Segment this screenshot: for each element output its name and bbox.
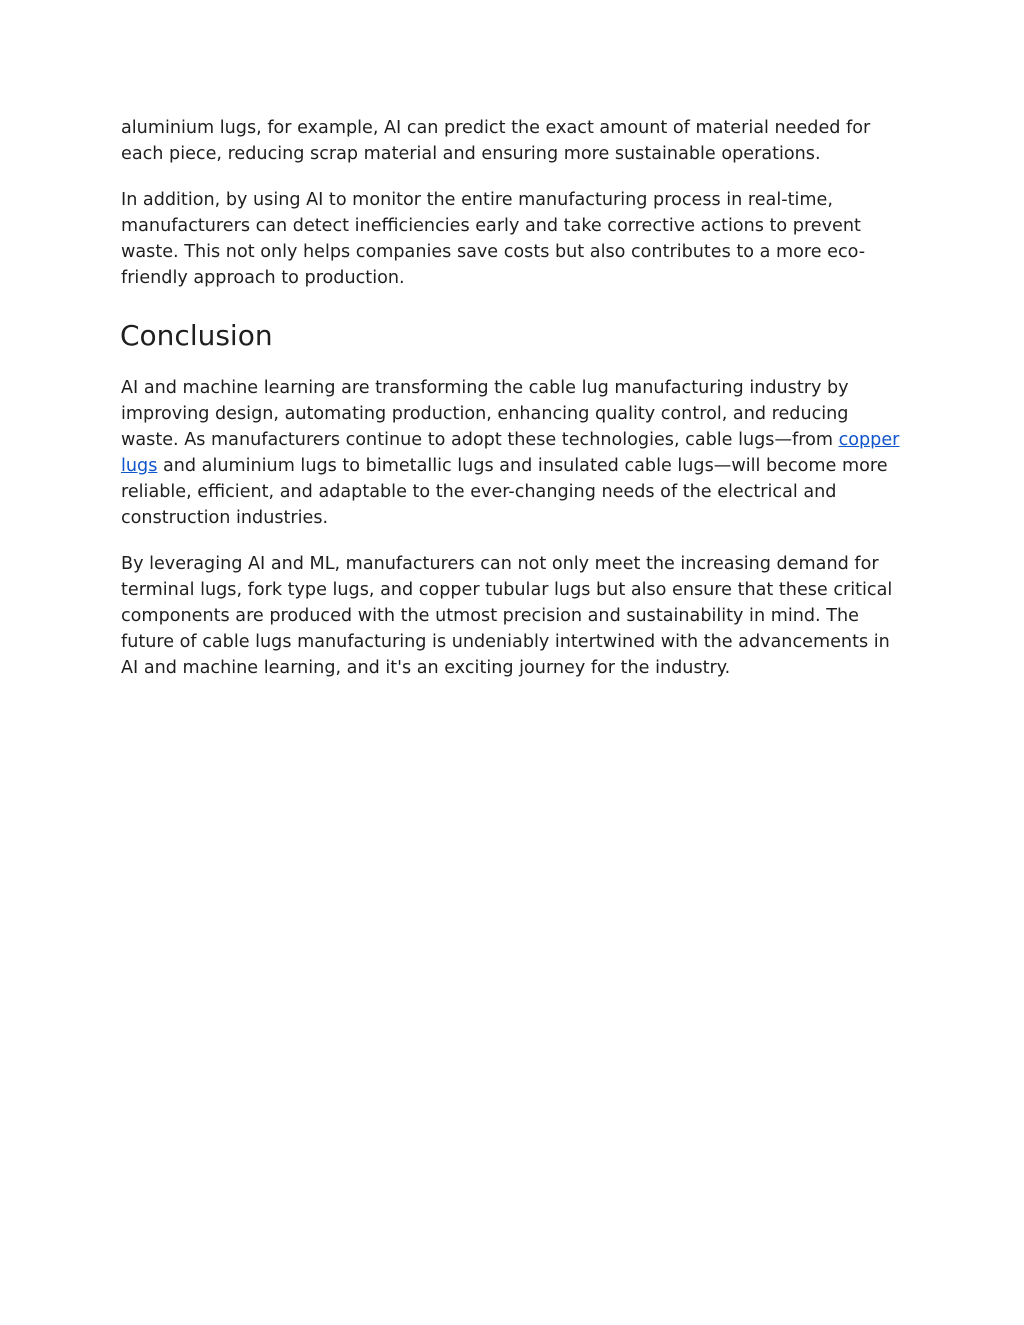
document-page bbox=[121, 115, 911, 701]
conclusion-text-after-link: and aluminium lugs to bimetallic lugs and insulated cable lugs—will become more reliable, efficient, and adaptable to the ever-changing needs of the electrical and construction industries. bbox=[121, 456, 888, 528]
paragraph-aluminium-lugs: aluminium lugs, for example, AI can predict the exact amount of material needed for each piece, reducing scrap material and ensuring more sustainable operations. bbox=[121, 118, 871, 164]
paragraph-real-time-monitoring: In addition, by using AI to monitor the entire manufacturing process in real-time, manufacturers can detect inefficiencies early and take corrective actions to prevent waste. This not only helps companies save costs but also contributes to a more eco-friendly approach to production. bbox=[121, 190, 866, 288]
copper-lugs-link[interactable]: copper lugs bbox=[121, 430, 900, 476]
paragraph-conclusion-1 bbox=[121, 375, 911, 531]
conclusion-text-before-link: AI and machine learning are transforming the cable lug manufacturing industry by improving design, automating production, enhancing quality control, and reducing waste. As manufacturers continue to adopt these technologies, cable lugs—from bbox=[121, 378, 849, 450]
paragraph-conclusion-2: By leveraging AI and ML, manufacturers can not only meet the increasing demand for terminal lugs, fork type lugs, and copper tubular lugs but also ensure that these critical components are produced with the utmost precision and sustainability in mind. The future of cable lugs manufacturing is undeniably intertwined with the advancements in AI and machine learning, and it's an exciting journey for the industry. bbox=[121, 554, 893, 678]
section-heading-conclusion: Conclusion bbox=[120, 319, 273, 352]
